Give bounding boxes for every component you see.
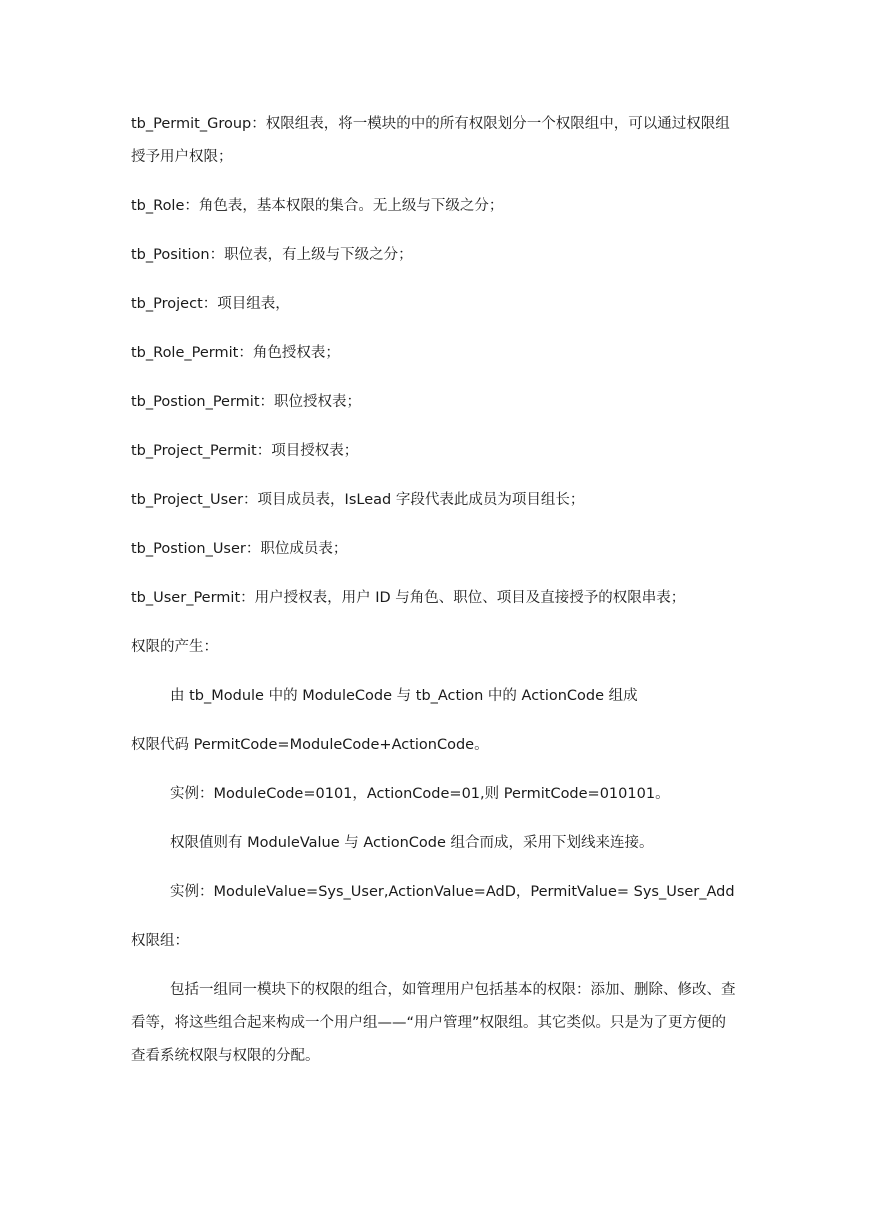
- paragraph-project: tb_Project：项目组表，: [131, 296, 290, 312]
- paragraph-project-permit: tb_Project_Permit：项目授权表；: [131, 443, 359, 459]
- paragraph-permit-composition: 由 tb_Module 中的 ModuleCode 与 tb_Action 中的 ActionCode 组成: [170, 688, 638, 704]
- paragraph-postion-user: tb_Postion_User：职位成员表；: [131, 541, 348, 557]
- heading-permit-generation: 权限的产生：: [131, 639, 218, 655]
- document-body: [131, 108, 738, 1089]
- paragraph-permit-group: tb_Permit_Group：权限组表，将一模块的中的所有权限划分一个权限组中，可以通过权限组授予用户权限；: [131, 116, 730, 165]
- paragraph-role: tb_Role：角色表，基本权限的集合。无上级与下级之分；: [131, 198, 504, 214]
- paragraph-user-permit: tb_User_Permit：用户授权表，用户 ID 与角色、职位、项目及直接授予的权限串表；: [131, 590, 686, 606]
- paragraph-postion-permit: tb_Postion_Permit：职位授权表；: [131, 394, 362, 410]
- paragraph-code-example: 实例：ModuleCode=0101，ActionCode=01,则 PermitCode=010101。: [170, 786, 670, 802]
- heading-permit-group: 权限组：: [131, 933, 189, 949]
- paragraph-permit-group-description: 包括一组同一模块下的权限的组合，如管理用户包括基本的权限：添加、删除、修改、查看等，将这些组合起来构成一个用户组——“用户管理”权限组。其它类似。只是为了更方便的查看系统权限与权限的分配。: [131, 982, 736, 1064]
- paragraph-role-permit: tb_Role_Permit：角色授权表；: [131, 345, 340, 361]
- paragraph-project-user: tb_Project_User：项目成员表，IsLead 字段代表此成员为项目组长；: [131, 492, 585, 508]
- paragraph-permit-value: 权限值则有 ModuleValue 与 ActionCode 组合而成，采用下划线来连接。: [170, 835, 654, 851]
- paragraph-position: tb_Position：职位表，有上级与下级之分；: [131, 247, 413, 263]
- paragraph-value-example: 实例：ModuleValue=Sys_User,ActionValue=AdD，PermitValue= Sys_User_Add: [170, 884, 735, 900]
- paragraph-permit-code: 权限代码 PermitCode=ModuleCode+ActionCode。: [131, 737, 489, 753]
